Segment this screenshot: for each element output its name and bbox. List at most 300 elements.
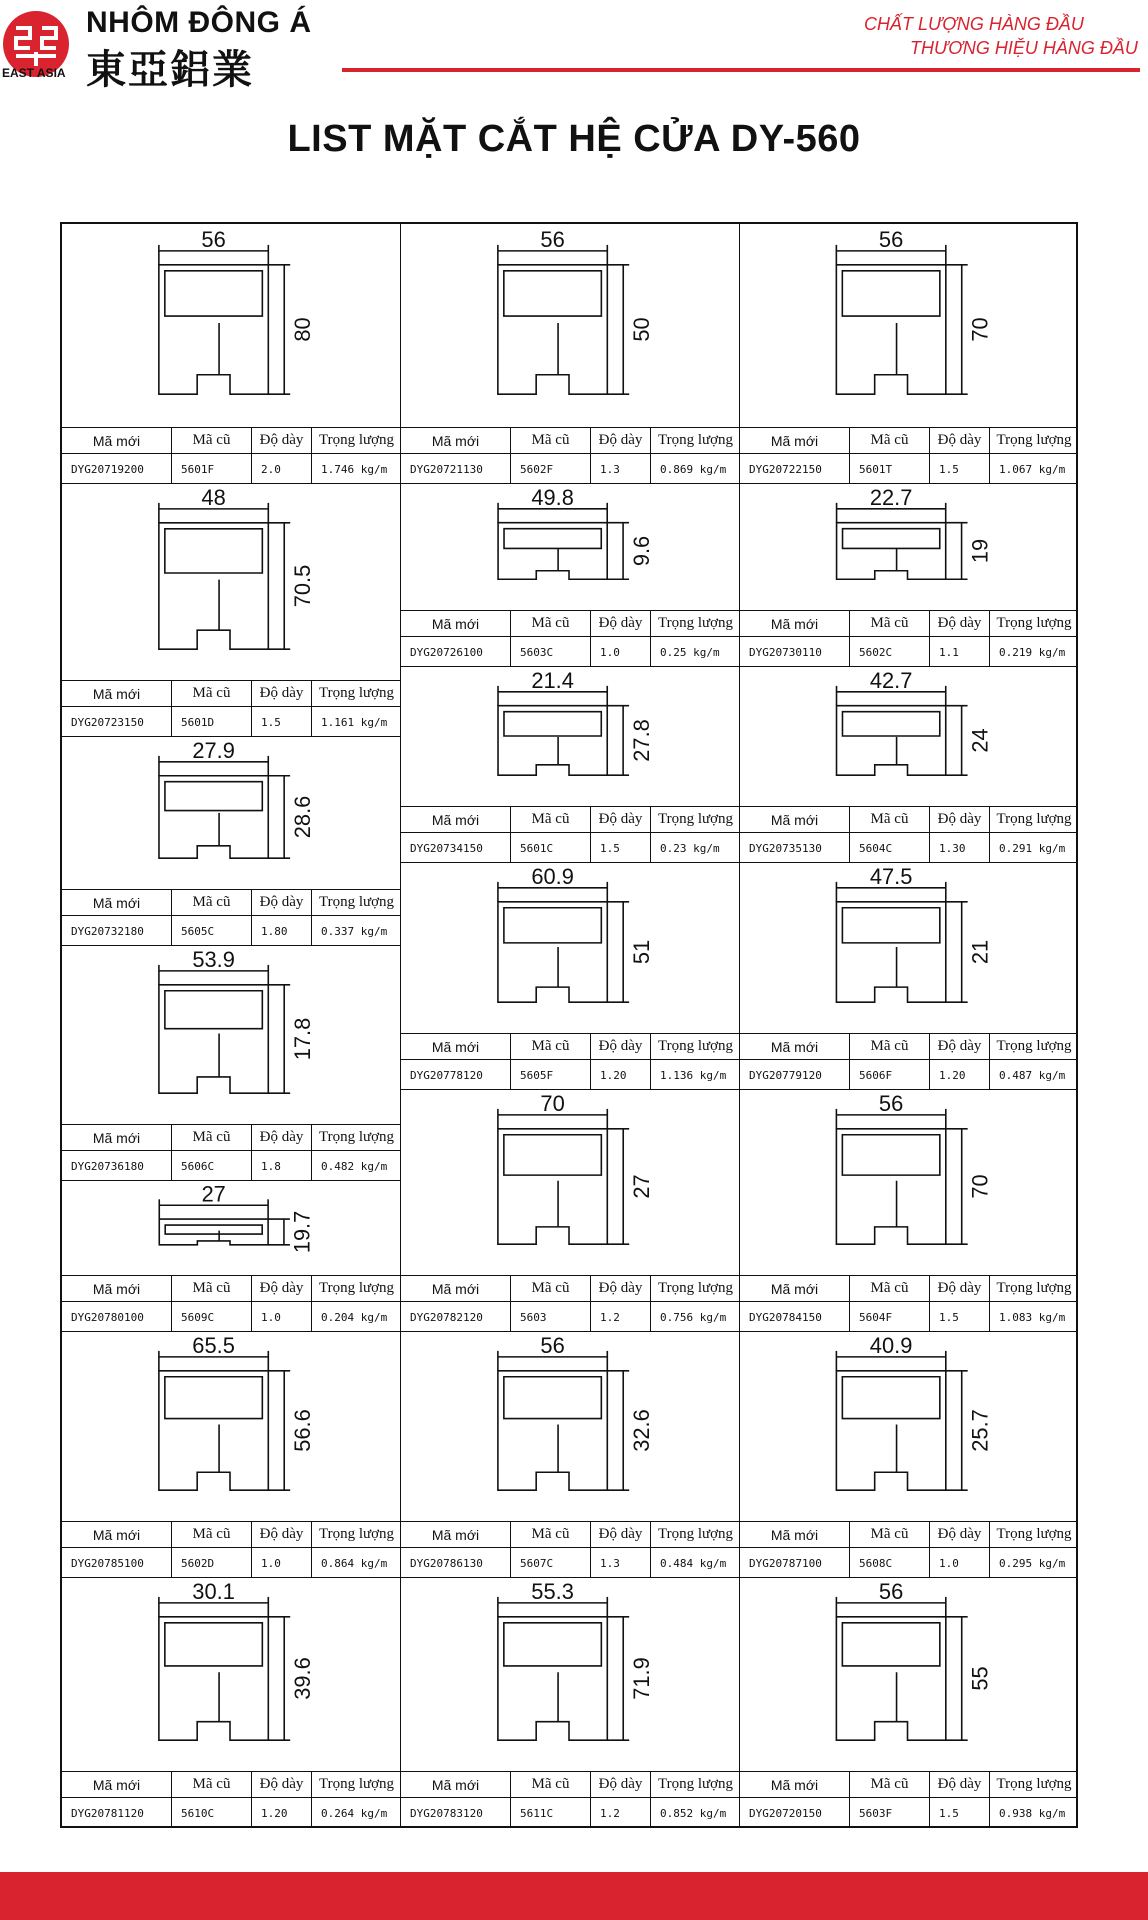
spec-table-header — [740, 428, 1078, 454]
old-code: 5607C — [511, 1548, 591, 1578]
profile-card — [62, 1332, 401, 1578]
width-dimension: 56 — [878, 1578, 904, 1604]
profile-card — [62, 224, 401, 484]
height-dimension: 51 — [629, 939, 655, 965]
header-old-code: Mã cũ — [172, 1125, 252, 1150]
header-thickness: Độ dày — [252, 428, 312, 453]
spec-table-header — [401, 807, 740, 833]
old-code: 5606C — [172, 1151, 252, 1181]
old-code: 5603C — [511, 637, 591, 667]
spec-table-header — [740, 807, 1078, 833]
header-new-code: Mã mới — [62, 1522, 172, 1547]
header-thickness: Độ dày — [930, 1276, 990, 1301]
spec-table — [740, 1276, 1078, 1332]
header-thickness: Độ dày — [930, 1522, 990, 1547]
header-new-code: Mã mới — [401, 807, 511, 832]
height-dimension: 56.6 — [290, 1409, 316, 1452]
new-code: DYG20782120 — [401, 1302, 511, 1332]
header-new-code: Mã mới — [62, 681, 172, 706]
profile-shape — [159, 1219, 268, 1245]
profile-section-svg — [740, 1332, 1078, 1521]
width-dimension: 56 — [878, 1090, 904, 1116]
spec-table-header — [401, 1034, 740, 1060]
profile-shape — [498, 523, 607, 580]
width-dimension: 56 — [540, 226, 565, 252]
old-code: 5606F — [850, 1060, 930, 1090]
width-dimension: 65.5 — [192, 1332, 235, 1358]
width-dimension: 70 — [540, 1090, 565, 1116]
spec-table — [62, 1772, 401, 1828]
height-dimension: 19.7 — [289, 1210, 315, 1254]
weight: 0.295 kg/m — [999, 1556, 1066, 1570]
width-dimension: 55.3 — [531, 1578, 574, 1604]
header-weight: Trọng lượng — [657, 811, 734, 827]
header-new-code: Mã mới — [62, 1276, 172, 1301]
cross-section-drawing — [740, 863, 1078, 1034]
width-dimension: 53.9 — [192, 946, 235, 972]
old-code: 5602D — [172, 1548, 252, 1578]
profile-section-svg — [62, 484, 401, 680]
spec-table-header — [401, 611, 740, 637]
header-thickness: Độ dày — [591, 1034, 651, 1059]
profile-section-svg — [62, 946, 401, 1124]
spec-table-header — [740, 1522, 1078, 1548]
old-code: 5610C — [172, 1798, 252, 1828]
width-dimension: 21.4 — [531, 667, 574, 693]
header-weight: Trọng lượng — [657, 1776, 734, 1792]
spec-table-row — [401, 1060, 740, 1090]
profile-section-svg — [740, 1578, 1078, 1771]
spec-table-row — [401, 1548, 740, 1578]
spec-table — [62, 1276, 401, 1332]
spec-table-header — [740, 1034, 1078, 1060]
cross-section-drawing — [401, 1090, 740, 1276]
header-weight: Trọng lượng — [318, 1280, 395, 1296]
new-code: DYG20736180 — [62, 1151, 172, 1181]
spec-table-row — [62, 916, 401, 946]
thickness: 1.0 — [591, 637, 651, 667]
thickness: 1.0 — [930, 1548, 990, 1578]
column-divider — [739, 224, 740, 1826]
spec-table — [62, 1522, 401, 1578]
weight: 1.067 kg/m — [999, 462, 1066, 476]
width-dimension: 60.9 — [531, 863, 574, 889]
profile-section-svg — [62, 1332, 401, 1521]
height-dimension: 9.6 — [628, 535, 654, 567]
spec-table-header — [62, 428, 401, 454]
height-dimension: 27 — [629, 1174, 655, 1199]
header-new-code: Mã mới — [740, 1276, 850, 1301]
new-code: DYG20787100 — [740, 1548, 850, 1578]
profile-section-svg — [401, 224, 740, 427]
header-thickness: Độ dày — [252, 681, 312, 706]
profile-section-svg — [401, 667, 740, 806]
thickness: 1.3 — [591, 454, 651, 484]
width-dimension: 48 — [201, 484, 226, 510]
header-thickness: Độ dày — [252, 1276, 312, 1301]
spec-table-header — [740, 1276, 1078, 1302]
spec-table — [401, 611, 740, 667]
profile-section-svg — [401, 863, 740, 1033]
new-code: DYG20720150 — [740, 1798, 850, 1828]
spec-table-header — [62, 1522, 401, 1548]
profile-section-svg — [740, 863, 1078, 1033]
profile-shape — [159, 985, 268, 1093]
header-new-code: Mã mới — [740, 1522, 850, 1547]
height-dimension: 50 — [629, 317, 655, 342]
profile-section-svg — [740, 224, 1078, 427]
profile-card — [740, 224, 1078, 484]
spec-table-row — [62, 1798, 401, 1828]
spec-table — [401, 1522, 740, 1578]
profile-section-svg — [401, 1332, 740, 1521]
cross-section-drawing — [401, 224, 740, 428]
weight: 1.083 kg/m — [999, 1310, 1066, 1324]
header-weight: Trọng lượng — [657, 615, 734, 631]
profile-shape — [837, 706, 946, 776]
weight: 0.482 kg/m — [321, 1159, 388, 1173]
spec-table-header — [62, 1276, 401, 1302]
header-weight: Trọng lượng — [318, 1526, 395, 1542]
profile-shape — [498, 265, 607, 394]
header-thickness: Độ dày — [591, 428, 651, 453]
weight: 0.484 kg/m — [660, 1556, 727, 1570]
spec-table-row — [401, 1302, 740, 1332]
profile-shape — [159, 523, 268, 649]
profile-card — [62, 1181, 401, 1332]
spec-table-row — [740, 833, 1078, 863]
spec-table-header — [401, 1772, 740, 1798]
header-weight: Trọng lượng — [657, 1526, 734, 1542]
profile-card — [401, 1332, 740, 1578]
thickness: 1.0 — [252, 1302, 312, 1332]
header-old-code: Mã cũ — [850, 1034, 930, 1059]
header-thickness: Độ dày — [591, 807, 651, 832]
cross-section-drawing — [401, 484, 740, 611]
height-dimension: 71.9 — [629, 1657, 655, 1700]
new-code: DYG20786130 — [401, 1548, 511, 1578]
header-old-code: Mã cũ — [172, 681, 252, 706]
header-weight: Trọng lượng — [657, 1038, 734, 1054]
header-weight: Trọng lượng — [996, 1526, 1072, 1542]
header-new-code: Mã mới — [62, 1772, 172, 1797]
new-code: DYG20721130 — [401, 454, 511, 484]
spec-table-row — [401, 833, 740, 863]
spec-table — [740, 428, 1078, 484]
thickness: 1.0 — [252, 1548, 312, 1578]
weight: 0.264 kg/m — [321, 1806, 388, 1820]
brand-cjk: 東亞鋁業 — [86, 47, 254, 93]
thickness: 1.3 — [591, 1548, 651, 1578]
header-thickness: Độ dày — [252, 1772, 312, 1797]
header-weight: Trọng lượng — [996, 811, 1072, 827]
profile-shape — [159, 1617, 268, 1740]
profile-shape — [159, 776, 268, 858]
thickness: 1.5 — [252, 707, 312, 737]
header-weight: Trọng lượng — [657, 432, 734, 448]
old-code: 5605C — [172, 916, 252, 946]
height-dimension: 80 — [290, 317, 316, 342]
header-new-code: Mã mới — [401, 1772, 511, 1797]
header-new-code: Mã mới — [401, 611, 511, 636]
profile-section-svg — [401, 1090, 740, 1275]
old-code: 5603F — [850, 1798, 930, 1828]
spec-table-header — [740, 611, 1078, 637]
header-thickness: Độ dày — [252, 1125, 312, 1150]
header-weight: Trọng lượng — [318, 432, 395, 448]
profile-card — [401, 484, 740, 667]
spec-table-row — [740, 1798, 1078, 1828]
spec-table — [401, 1276, 740, 1332]
profile-section-svg — [740, 484, 1078, 610]
header-thickness: Độ dày — [930, 428, 990, 453]
cross-section-drawing — [62, 1332, 401, 1522]
cross-section-drawing — [740, 484, 1078, 611]
new-code: DYG20719200 — [62, 454, 172, 484]
new-code: DYG20778120 — [401, 1060, 511, 1090]
weight: 0.219 kg/m — [999, 645, 1066, 659]
cross-section-drawing — [740, 224, 1078, 428]
header-new-code: Mã mới — [401, 1276, 511, 1301]
height-dimension: 28.6 — [289, 795, 315, 839]
cross-section-drawing — [401, 667, 740, 807]
header-thickness: Độ dày — [930, 1772, 990, 1797]
profile-card — [62, 737, 401, 946]
header-thickness: Độ dày — [252, 1522, 312, 1547]
width-dimension: 56 — [878, 226, 904, 252]
spec-table-header — [62, 1125, 401, 1151]
height-dimension: 39.6 — [290, 1657, 316, 1700]
spec-table-header — [401, 428, 740, 454]
width-dimension: 40.9 — [869, 1332, 913, 1358]
cross-section-drawing — [62, 1578, 401, 1772]
brand-name: NHÔM ĐÔNG Á — [86, 6, 312, 39]
brand-english: EAST ASIA — [2, 66, 66, 80]
weight: 0.204 kg/m — [321, 1310, 388, 1324]
old-code: 5609C — [172, 1302, 252, 1332]
new-code: DYG20730110 — [740, 637, 850, 667]
profile-section-svg — [740, 1090, 1078, 1275]
spec-table — [62, 890, 401, 946]
old-code: 5601D — [172, 707, 252, 737]
header-new-code: Mã mới — [401, 1034, 511, 1059]
profile-card — [62, 946, 401, 1181]
width-dimension: 49.8 — [531, 484, 574, 510]
header-old-code: Mã cũ — [511, 611, 591, 636]
spec-table — [740, 807, 1078, 863]
spec-table — [401, 807, 740, 863]
header-new-code: Mã mới — [740, 1772, 850, 1797]
spec-table-header — [401, 1522, 740, 1548]
header-weight: Trọng lượng — [996, 1038, 1072, 1054]
spec-table-row — [740, 1060, 1078, 1090]
cross-section-drawing — [62, 224, 401, 428]
profile-shape — [159, 1371, 268, 1490]
spec-table-row — [401, 637, 740, 667]
thickness: 1.20 — [252, 1798, 312, 1828]
height-dimension: 25.7 — [967, 1409, 993, 1452]
spec-table-row — [740, 454, 1078, 484]
weight: 0.25 kg/m — [660, 645, 720, 659]
profile-section-svg — [62, 224, 401, 427]
profile-shape — [498, 1371, 607, 1490]
profile-card — [401, 1090, 740, 1332]
profile-card — [401, 863, 740, 1090]
spec-table — [62, 681, 401, 737]
profile-shape — [836, 1371, 945, 1490]
header-weight: Trọng lượng — [996, 1280, 1072, 1296]
header-thickness: Độ dày — [591, 1772, 651, 1797]
header-new-code: Mã mới — [62, 1125, 172, 1150]
new-code: DYG20732180 — [62, 916, 172, 946]
header-weight: Trọng lượng — [318, 894, 395, 910]
weight: 0.852 kg/m — [660, 1806, 727, 1820]
header-weight: Trọng lượng — [318, 1129, 395, 1145]
old-code: 5605F — [511, 1060, 591, 1090]
new-code: DYG20783120 — [401, 1798, 511, 1828]
thickness: 1.5 — [930, 1302, 990, 1332]
thickness: 1.5 — [930, 454, 990, 484]
cross-section-drawing — [401, 1332, 740, 1522]
profile-card — [401, 224, 740, 484]
header-old-code: Mã cũ — [172, 1276, 252, 1301]
spec-table — [401, 1034, 740, 1090]
footer-bar — [0, 1872, 1148, 1920]
profile-card — [740, 863, 1078, 1090]
new-code: DYG20780100 — [62, 1302, 172, 1332]
header-thickness: Độ dày — [591, 611, 651, 636]
header-weight: Trọng lượng — [318, 1776, 395, 1792]
height-dimension: 24 — [967, 728, 993, 753]
spec-table — [740, 1522, 1078, 1578]
profile-shape — [159, 265, 268, 394]
profile-card — [62, 484, 401, 737]
cross-section-drawing — [62, 737, 401, 890]
height-dimension: 55 — [967, 1666, 993, 1691]
header-new-code: Mã mới — [740, 428, 850, 453]
cross-section-drawing — [740, 667, 1078, 807]
new-code: DYG20781120 — [62, 1798, 172, 1828]
new-code: DYG20726100 — [401, 637, 511, 667]
spec-table-row — [740, 1302, 1078, 1332]
profile-shape — [836, 1617, 945, 1740]
profile-card — [740, 1332, 1078, 1578]
slogan-line-1: CHẤT LƯỢNG HÀNG ĐẦU — [864, 14, 1084, 34]
header-old-code: Mã cũ — [511, 428, 591, 453]
header-old-code: Mã cũ — [850, 807, 930, 832]
old-code: 5611C — [511, 1798, 591, 1828]
profile-section-svg — [401, 1578, 740, 1771]
header-thickness: Độ dày — [930, 1034, 990, 1059]
spec-table-row — [740, 1548, 1078, 1578]
header-old-code: Mã cũ — [511, 1522, 591, 1547]
weight: 0.291 kg/m — [999, 841, 1066, 855]
header-divider — [342, 68, 1140, 72]
thickness: 1.5 — [591, 833, 651, 863]
thickness: 1.20 — [930, 1060, 990, 1090]
profile-card — [740, 1578, 1078, 1828]
new-code: DYG20785100 — [62, 1548, 172, 1578]
profile-section-svg — [62, 1181, 401, 1275]
old-code: 5604C — [850, 833, 930, 863]
width-dimension: 27.9 — [192, 737, 235, 763]
spec-table-row — [740, 637, 1078, 667]
weight: 0.938 kg/m — [999, 1806, 1066, 1820]
new-code: DYG20779120 — [740, 1060, 850, 1090]
profile-section-svg — [62, 1578, 401, 1771]
weight: 1.161 kg/m — [321, 715, 388, 729]
profile-section-svg — [62, 737, 401, 889]
spec-table-header — [62, 681, 401, 707]
weight: 0.23 kg/m — [660, 841, 720, 855]
old-code: 5602C — [850, 637, 930, 667]
header-weight: Trọng lượng — [996, 1776, 1072, 1792]
height-dimension: 32.6 — [629, 1409, 655, 1452]
old-code: 5602F — [511, 454, 591, 484]
thickness: 1.2 — [591, 1302, 651, 1332]
weight: 0.487 kg/m — [999, 1068, 1066, 1082]
spec-table-row — [62, 1548, 401, 1578]
width-dimension: 47.5 — [869, 863, 913, 889]
header-old-code: Mã cũ — [850, 1522, 930, 1547]
spec-table — [740, 611, 1078, 667]
spec-table-row — [401, 454, 740, 484]
new-code: DYG20784150 — [740, 1302, 850, 1332]
header-old-code: Mã cũ — [850, 1772, 930, 1797]
header-old-code: Mã cũ — [850, 1276, 930, 1301]
profile-shape — [498, 1129, 607, 1244]
header-thickness: Độ dày — [252, 890, 312, 915]
thickness: 1.30 — [930, 833, 990, 863]
spec-table — [62, 428, 401, 484]
header-old-code: Mã cũ — [511, 1276, 591, 1301]
weight: 1.746 kg/m — [321, 462, 388, 476]
thickness: 1.2 — [591, 1798, 651, 1828]
spec-table — [401, 1772, 740, 1828]
spec-table-header — [740, 1772, 1078, 1798]
header-weight: Trọng lượng — [318, 685, 395, 701]
height-dimension: 27.8 — [628, 719, 654, 762]
spec-table — [62, 1125, 401, 1181]
height-dimension: 70 — [967, 1174, 993, 1199]
cross-section-drawing — [740, 1578, 1078, 1772]
profile-shape — [836, 265, 945, 394]
thickness: 1.80 — [252, 916, 312, 946]
header-thickness: Độ dày — [591, 1276, 651, 1301]
header-thickness: Độ dày — [930, 611, 990, 636]
new-code: DYG20723150 — [62, 707, 172, 737]
profile-shape — [837, 523, 946, 580]
profile-shape — [498, 706, 607, 776]
weight: 0.756 kg/m — [660, 1310, 727, 1324]
profile-card — [740, 667, 1078, 863]
spec-table — [401, 428, 740, 484]
header-new-code: Mã mới — [740, 611, 850, 636]
profile-shape — [498, 902, 607, 1002]
old-code: 5601F — [172, 454, 252, 484]
profile-section-svg — [740, 667, 1078, 806]
width-dimension: 30.1 — [192, 1578, 235, 1604]
profile-shape — [836, 1129, 945, 1244]
thickness: 2.0 — [252, 454, 312, 484]
thickness: 1.5 — [930, 1798, 990, 1828]
height-dimension: 19 — [967, 538, 993, 564]
spec-table — [740, 1772, 1078, 1828]
old-code: 5601C — [511, 833, 591, 863]
header-old-code: Mã cũ — [850, 611, 930, 636]
weight: 0.337 kg/m — [321, 924, 388, 938]
header-new-code: Mã mới — [740, 807, 850, 832]
